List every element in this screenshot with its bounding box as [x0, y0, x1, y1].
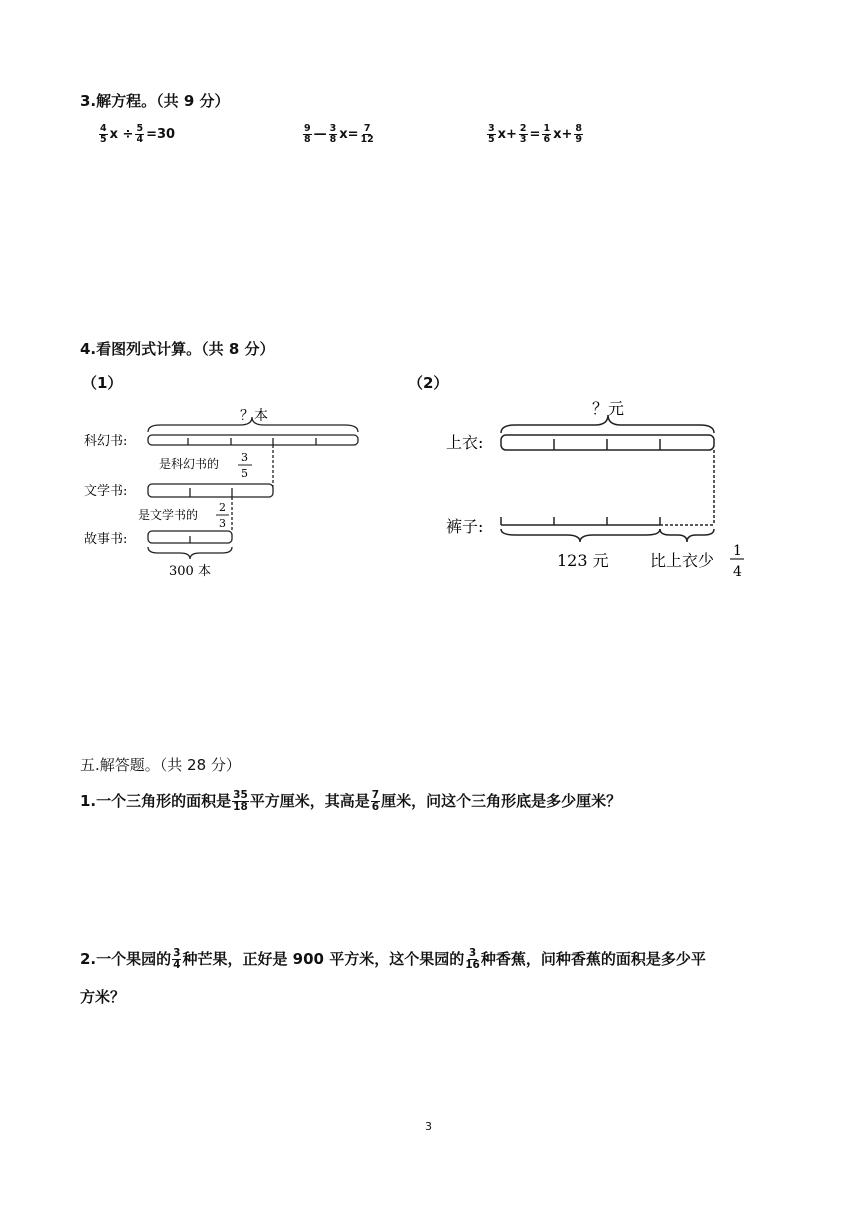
row-label-scifi: 科幻书:: [84, 434, 128, 449]
part1-label: （1）: [82, 374, 123, 392]
svg-text:3: 3: [241, 451, 248, 464]
svg-text:2: 2: [219, 501, 226, 514]
note-literature: 是文学书的: [138, 508, 199, 522]
fraction: $\frac{3}{16}$: [465, 947, 480, 971]
fraction: $\frac{5}{4}$: [136, 123, 144, 145]
fraction: $\frac{3}{4}$: [173, 947, 181, 971]
line-diagram-clothes: [440, 395, 760, 585]
question-1: 1.一个三角形的面积是 $\frac{35}{18}$ 平方厘米，其高是 $\frac{7}{6}$ 厘米，问这个三角形底是多少厘米？: [80, 789, 622, 813]
row-label-jacket: 上衣:: [446, 433, 484, 452]
note-less-than-jacket: 比上衣少: [650, 551, 715, 570]
svg-text:5: 5: [241, 467, 248, 480]
fraction: $\frac{1}{6}$: [543, 123, 551, 145]
line-diagram-books: [80, 400, 380, 585]
fraction: $\frac{7}{6}$: [371, 789, 380, 813]
diagram1-bottom-label: 300 本: [169, 564, 211, 579]
fraction: $\frac{35}{18}$: [233, 789, 248, 813]
svg-text:1: 1: [733, 543, 742, 559]
equation-2: 9 8 — 3 8 x= $\frac{7}{12}$: [304, 123, 374, 145]
svg-text:4: 4: [733, 564, 742, 580]
row-label-literature: 文学书:: [84, 484, 128, 499]
fraction: $\frac{7}{12}$: [360, 123, 374, 145]
fraction: $\frac{2}{3}$: [519, 123, 527, 145]
fraction: 3 8: [329, 123, 337, 145]
brace-pants: [501, 529, 660, 542]
equation-1: 4 5 x ÷ $\frac{5}{4}$ =30: [100, 123, 176, 145]
diagram1-top-label: ？本: [240, 408, 268, 424]
section4-title: 4.看图列式计算。（共 8 分）: [80, 340, 275, 358]
note-scifi: 是科幻书的: [159, 457, 220, 471]
part2-label: （2）: [408, 374, 449, 392]
fraction: 4 5: [100, 123, 107, 145]
page-number: 3: [425, 1120, 432, 1133]
section5-title: 五.解答题。（共 28 分）: [80, 756, 241, 774]
bar-literature: [148, 484, 273, 497]
row-label-pants: 裤子:: [446, 517, 484, 536]
equation-3: 3 5 x+ $\frac{2}{3}$ = $\frac{1}{6}$ x+ $\frac{8}{9}$: [488, 123, 582, 145]
fraction: $\frac{8}{9}$: [575, 123, 582, 145]
diagram2-top-label: ？元: [592, 399, 625, 418]
fraction: 3 5: [488, 123, 495, 145]
svg-text:3: 3: [219, 517, 226, 530]
diagram2-bottom-label: 123 元: [557, 551, 609, 570]
section3-title: 3.解方程。（共 9 分）: [80, 92, 230, 110]
bar-scifi: [148, 435, 358, 445]
question-2: 2.一个果园的 $\frac{3}{4}$ 种芒果，正好是 900 平方米，这个果园的 $\frac{3}{16}$ 种香蕉，问种香蕉的面积是多少平 方米？: [80, 947, 706, 1006]
row-label-stories: 故事书:: [84, 532, 128, 547]
brace-bottom: [148, 547, 232, 559]
fraction: 9 8: [304, 123, 311, 145]
brace-difference: [660, 529, 714, 542]
